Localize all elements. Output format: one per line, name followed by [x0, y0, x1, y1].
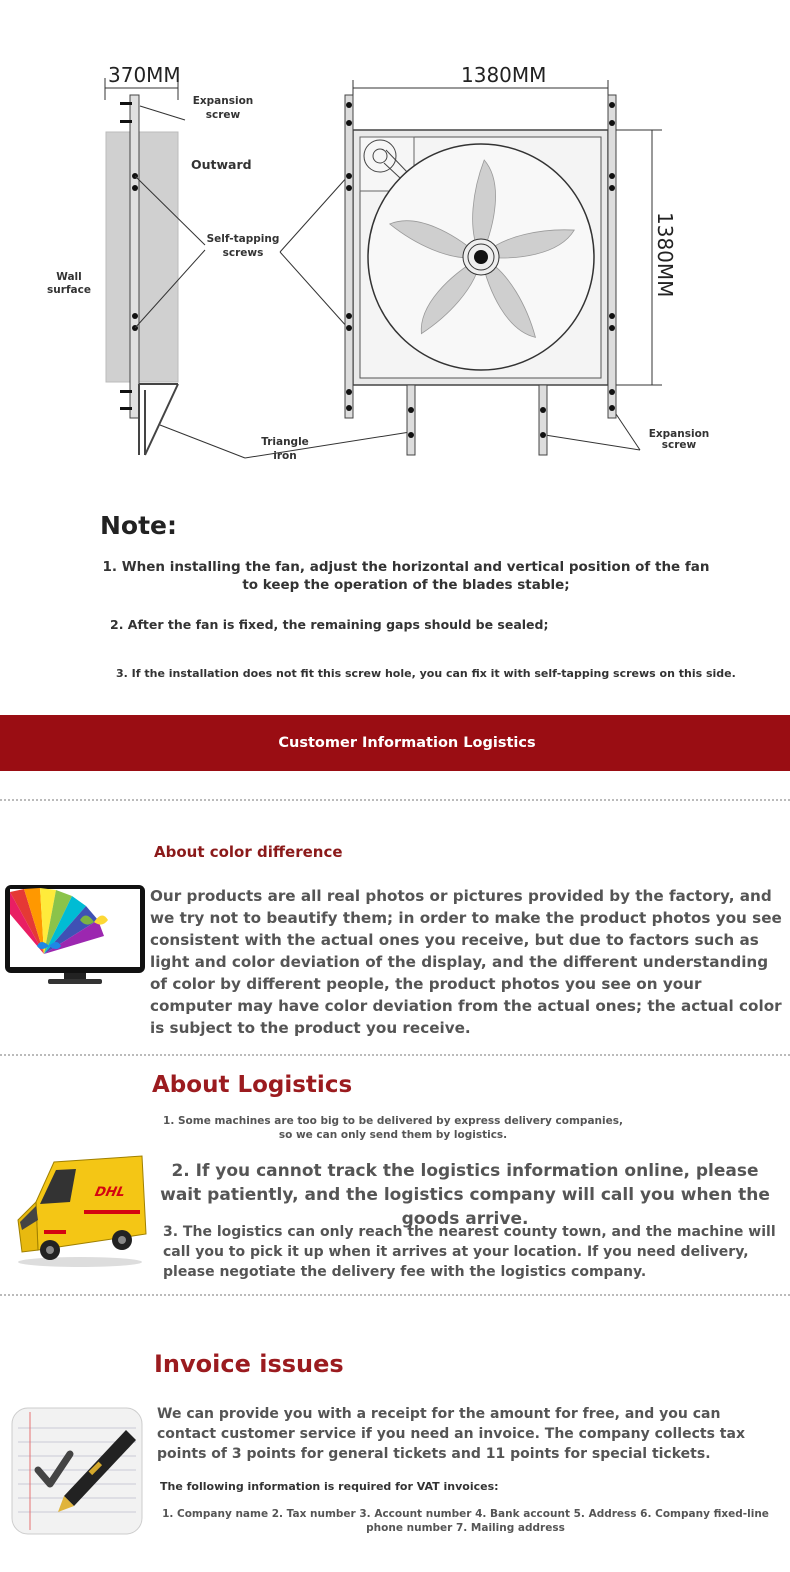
note-title: Note: [100, 511, 178, 540]
note-item-2: 2. After the fan is fixed, the remaining gaps should be sealed; [110, 617, 549, 632]
leg-screws [408, 407, 546, 438]
leg-left [407, 385, 415, 455]
logistics-item-2: 2. If you cannot track the logistics information online, please wait patiently, and the logistics company will call you when the goods arrive. [160, 1161, 770, 1229]
left-post [345, 95, 353, 418]
note-item-3: 3. If the installation does not fit this screw hole, you can fix it with self-tapping screws on this side. [116, 667, 736, 680]
monitor-icon [4, 884, 146, 986]
width-dimension [353, 80, 608, 130]
vat-required-label: The following information is required for VAT invoices: [160, 1480, 499, 1493]
label-expansion-screw-right: Expansion screw [648, 428, 710, 451]
wall-surface [106, 132, 178, 382]
label-wall-surface: Wall surface [47, 271, 91, 296]
note-item-1: 1. When installing the fan, adjust the horizontal and vertical position of the fan to keep the operation of the blades stable; [102, 559, 710, 593]
logistics-heading: About Logistics [152, 1072, 353, 1098]
dotted-divider [0, 1054, 790, 1056]
logistics-item-1: 1. Some machines are too big to be delivered by express delivery companies, so we can only send them by logistics. [163, 1115, 623, 1141]
height-dimension-label: 1380MM [653, 212, 677, 298]
leg-right [539, 385, 547, 455]
notepad-pen-icon [8, 1404, 146, 1538]
label-triangle-iron: Triangle iron [261, 436, 309, 462]
color-difference-heading: About color difference [154, 843, 343, 861]
side-frame [130, 95, 139, 418]
label-outward: Outward [191, 157, 252, 172]
invoice-heading: Invoice issues [154, 1350, 344, 1378]
color-difference-text: Our products are all real photos or pictures provided by the factory, and we try not to beautify them; in order to make the product photos you see consistent with the actual ones you receive, but due to factors such as light and color deviation of the display, and the different understanding of color by different people, the product photos you see on your computer may have color deviation from the actual ones; the actual color is subject to the product you receive. [150, 887, 782, 1037]
vat-required-fields: 1. Company name 2. Tax number 3. Account number 4. Bank account 5. Address 6. Company fixed-line phone number 7. Mailing address [162, 1508, 769, 1534]
width-dimension-label: 1380MM [461, 63, 547, 87]
triangle-iron-side [139, 384, 178, 455]
logistics-item-3: 3. The logistics can only reach the nearest county town, and the machine will call you to pick it up when it arrives at your location. If you need delivery, please negotiate the delivery fee with the logistics company. [163, 1224, 776, 1280]
right-post [608, 95, 616, 418]
van-logo: DHL [93, 1185, 127, 1200]
dotted-divider [0, 1294, 790, 1296]
depth-dimension-label: 370MM [108, 63, 181, 87]
dotted-divider [0, 799, 790, 801]
label-expansion-screw-left: Expansion screw [192, 95, 254, 121]
invoice-text: We can provide you with a receipt for the amount for free, and you can contact customer service if you need an invoice. The company collects tax points of 3 points for general tickets and 11 points for special tickets. [157, 1406, 745, 1462]
delivery-van-icon [14, 1150, 150, 1268]
installation-diagram [0, 0, 790, 470]
section-banner-title: Customer Information Logistics [278, 735, 536, 751]
label-self-tapping: Self-tapping screws [206, 233, 280, 259]
